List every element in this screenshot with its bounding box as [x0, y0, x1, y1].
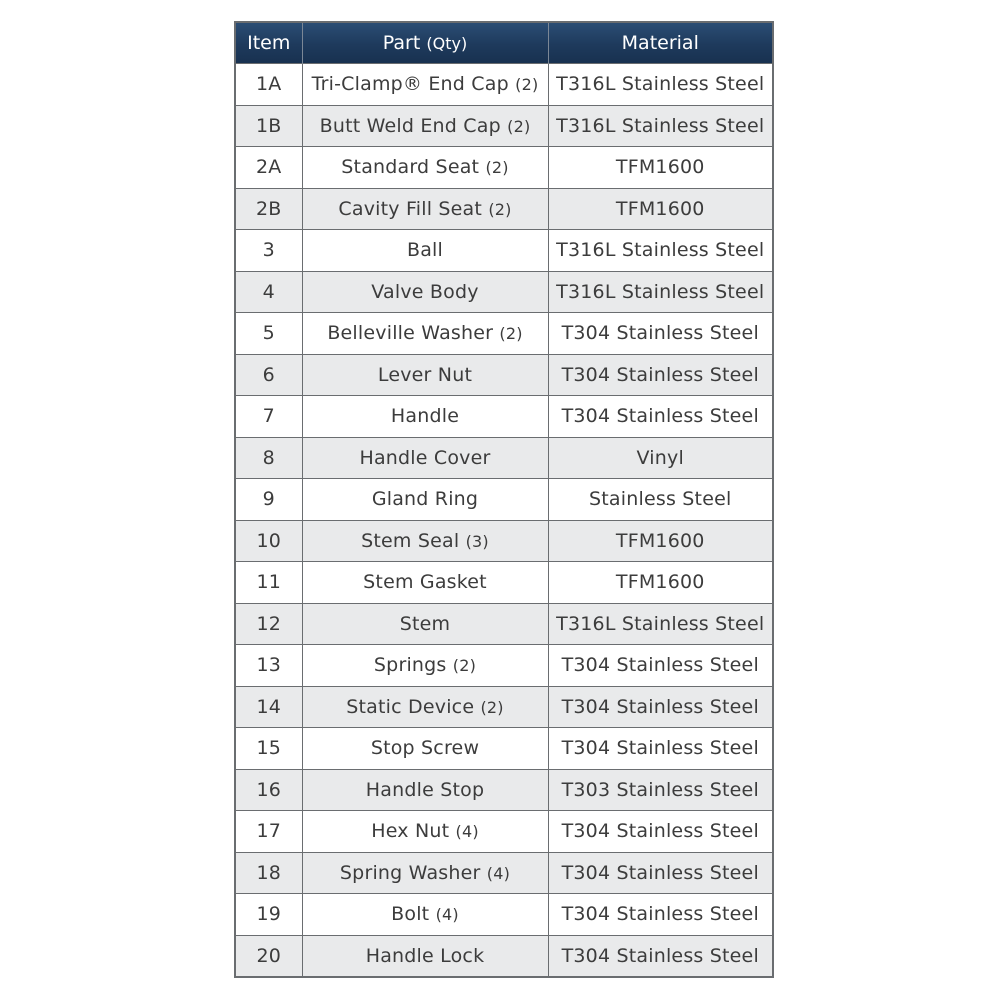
part-cell: [302, 105, 548, 147]
item-cell: 4: [235, 271, 302, 313]
material-cell: TFM1600: [548, 520, 773, 562]
material-cell: TFM1600: [548, 147, 773, 189]
table-row: [235, 562, 773, 604]
part-cell: [302, 769, 548, 811]
item-cell: 11: [235, 562, 302, 604]
part-name: Spring Washer: [339, 861, 481, 884]
table-row: [235, 811, 773, 853]
part-cell: [302, 645, 548, 687]
item-cell: 10: [235, 520, 302, 562]
table-row: [235, 645, 773, 687]
part-cell: [302, 479, 548, 521]
material-cell: T316L Stainless Steel: [548, 230, 773, 272]
part-qty: (4): [455, 822, 479, 842]
material-cell: T316L Stainless Steel: [548, 105, 773, 147]
part-cell: [302, 230, 548, 272]
material-cell: T304 Stainless Steel: [548, 686, 773, 728]
part-name: Stem Seal: [361, 529, 460, 552]
table-row: [235, 852, 773, 894]
table-row: [235, 188, 773, 230]
item-cell: 19: [235, 894, 302, 936]
part-cell: [302, 313, 548, 355]
item-cell: 6: [235, 354, 302, 396]
header-row: [235, 22, 773, 64]
table-row: [235, 64, 773, 106]
material-cell: TFM1600: [548, 188, 773, 230]
header-part-label: Part: [382, 32, 421, 54]
item-cell: 20: [235, 935, 302, 977]
part-name: Handle Cover: [359, 446, 491, 469]
part-name: Stop Screw: [370, 737, 480, 760]
material-cell: T304 Stainless Steel: [548, 811, 773, 853]
table-row: [235, 271, 773, 313]
item-cell: 16: [235, 769, 302, 811]
parts-material-table: [234, 21, 774, 978]
part-qty: (2): [499, 324, 523, 344]
material-cell: T304 Stainless Steel: [548, 894, 773, 936]
material-cell: T304 Stainless Steel: [548, 728, 773, 770]
table-row: [235, 935, 773, 977]
part-name: Ball: [406, 239, 444, 262]
part-name: Lever Nut: [377, 363, 473, 386]
table-body: [235, 64, 773, 978]
part-name: Butt Weld End Cap: [319, 114, 501, 137]
header-qty-label: (Qty): [426, 34, 468, 53]
material-cell: Stainless Steel: [548, 479, 773, 521]
item-cell: 1B: [235, 105, 302, 147]
part-cell: [302, 894, 548, 936]
item-cell: 7: [235, 396, 302, 438]
material-cell: TFM1600: [548, 562, 773, 604]
part-cell: [302, 437, 548, 479]
part-cell: [302, 603, 548, 645]
part-qty: (2): [507, 116, 531, 136]
material-cell: T304 Stainless Steel: [548, 852, 773, 894]
header-item-label: Item: [247, 32, 291, 54]
material-cell: Vinyl: [548, 437, 773, 479]
table-row: [235, 520, 773, 562]
material-cell: T316L Stainless Steel: [548, 271, 773, 313]
part-qty: (3): [465, 531, 489, 551]
item-cell: 18: [235, 852, 302, 894]
part-qty: (2): [452, 656, 477, 676]
part-name: Bolt: [391, 903, 430, 926]
part-cell: [302, 147, 548, 189]
table-row: [235, 396, 773, 438]
table-row: [235, 354, 773, 396]
item-cell: 8: [235, 437, 302, 479]
part-name: Stem Gasket: [363, 571, 487, 594]
part-name: Cavity Fill Seat: [338, 197, 483, 220]
table-row: [235, 686, 773, 728]
part-cell: [302, 811, 548, 853]
table-row: [235, 769, 773, 811]
table-row: [235, 105, 773, 147]
item-cell: 15: [235, 728, 302, 770]
material-cell: T303 Stainless Steel: [548, 769, 773, 811]
part-cell: [302, 64, 548, 106]
part-cell: [302, 686, 548, 728]
part-cell: [302, 562, 548, 604]
item-cell: 2A: [235, 147, 302, 189]
part-cell: [302, 728, 548, 770]
part-cell: [302, 396, 548, 438]
part-name: Valve Body: [371, 280, 479, 303]
item-cell: 12: [235, 603, 302, 645]
part-cell: [302, 271, 548, 313]
part-name: Handle: [390, 405, 460, 428]
item-cell: 5: [235, 313, 302, 355]
part-cell: [302, 935, 548, 977]
table-header: [235, 22, 773, 64]
table-row: [235, 230, 773, 272]
table-row: [235, 894, 773, 936]
part-name: Handle Stop: [365, 778, 485, 801]
item-cell: 14: [235, 686, 302, 728]
part-name: Static Device: [346, 695, 475, 718]
table-row: [235, 728, 773, 770]
part-name: Standard Seat: [341, 156, 480, 179]
item-cell: 17: [235, 811, 302, 853]
item-cell: 2B: [235, 188, 302, 230]
part-cell: [302, 852, 548, 894]
part-name: Gland Ring: [371, 488, 479, 511]
part-qty: (4): [435, 905, 459, 925]
part-qty: (2): [485, 158, 509, 178]
material-cell: T304 Stainless Steel: [548, 396, 773, 438]
table-row: [235, 603, 773, 645]
part-name: Hex Nut: [371, 820, 450, 843]
part-name: Tri-Clamp® End Cap: [311, 73, 509, 96]
part-name: Springs: [373, 654, 447, 677]
part-name: Handle Lock: [365, 944, 485, 967]
header-material: [548, 22, 773, 64]
part-qty: (2): [488, 199, 512, 219]
header-item: [235, 22, 302, 64]
item-cell: 1A: [235, 64, 302, 106]
part-qty: (2): [480, 697, 504, 717]
part-cell: [302, 188, 548, 230]
table-row: [235, 313, 773, 355]
item-cell: 9: [235, 479, 302, 521]
table-row: [235, 437, 773, 479]
table-row: [235, 147, 773, 189]
material-cell: T304 Stainless Steel: [548, 313, 773, 355]
item-cell: 13: [235, 645, 302, 687]
header-part: [302, 22, 548, 64]
part-name: Belleville Washer: [327, 322, 494, 345]
material-cell: T316L Stainless Steel: [548, 64, 773, 106]
part-cell: [302, 354, 548, 396]
part-cell: [302, 520, 548, 562]
header-material-label: Material: [621, 32, 699, 54]
material-cell: T304 Stainless Steel: [548, 935, 773, 977]
material-cell: T316L Stainless Steel: [548, 603, 773, 645]
part-name: Stem: [399, 612, 451, 635]
table-row: [235, 479, 773, 521]
part-qty: (4): [486, 863, 511, 883]
part-qty: (2): [515, 75, 539, 95]
material-cell: T304 Stainless Steel: [548, 645, 773, 687]
item-cell: 3: [235, 230, 302, 272]
material-cell: T304 Stainless Steel: [548, 354, 773, 396]
